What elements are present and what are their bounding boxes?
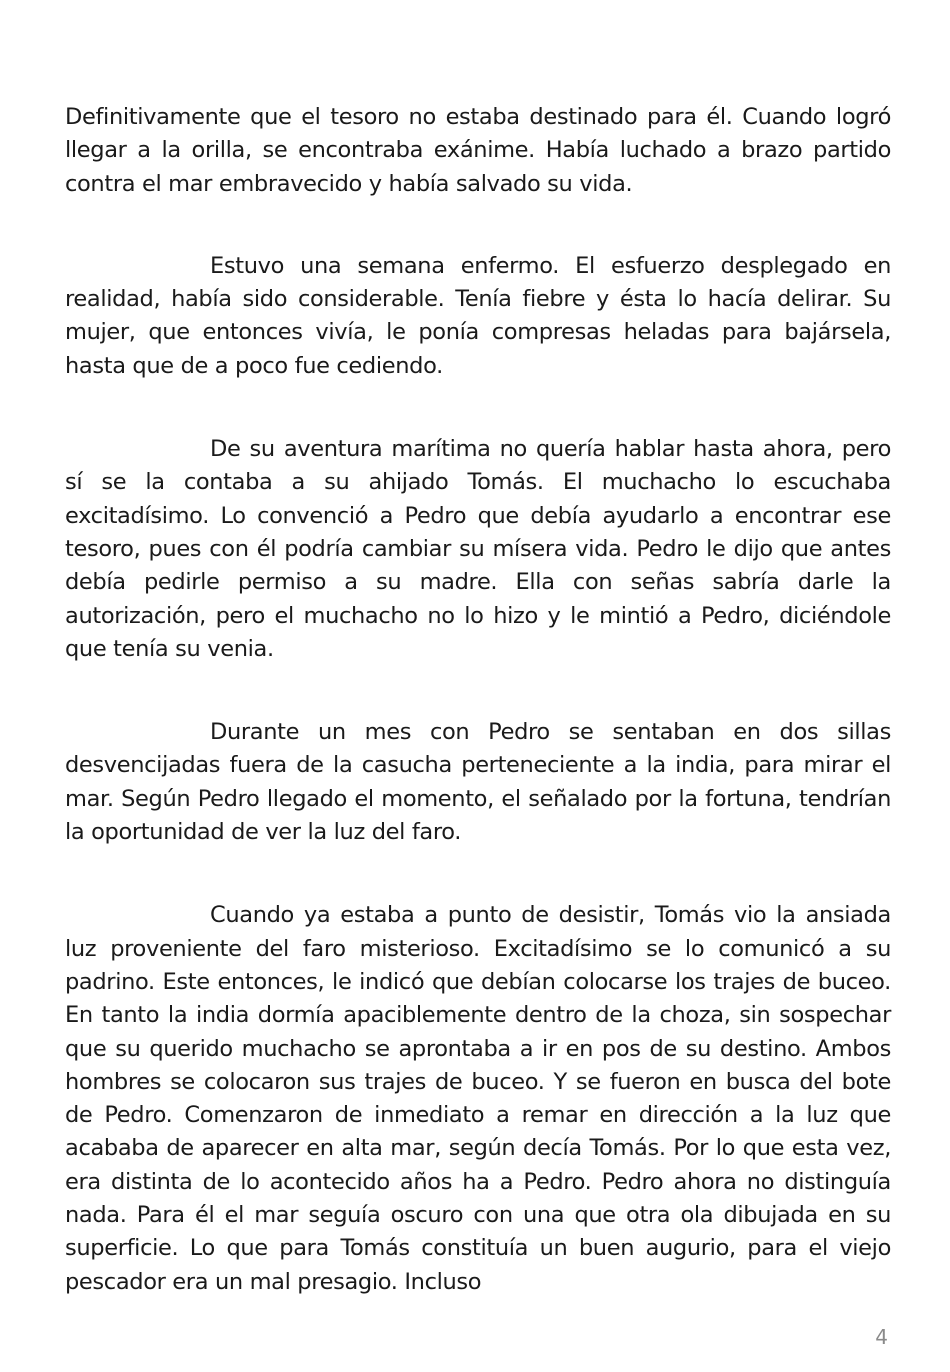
- paragraph-1: Definitivamente que el tesoro no estaba destinado para él. Cuando logró llegar a la orilla, se encontraba exánime. Había luchado a brazo partido contra el mar embravecido y había salvado su vida.: [65, 104, 891, 197]
- paragraph-4: Durante un mes con Pedro se sentaban en dos sillas desvencijadas fuera de la casucha perteneciente a la india, para mirar el mar. Según Pedro llegado el momento, el señalado por la fortuna, tendrían la oportunidad de ver la luz del faro.: [65, 719, 891, 846]
- paragraph-5: Cuando ya estaba a punto de desistir, Tomás vio la ansiada luz proveniente del faro misterioso. Excitadísimo se lo comunicó a su padrino. Este entonces, le indicó que debían colocarse los trajes de buceo. En tanto la india dormía apaciblemente dentro de la choza, sin sospechar que su querido muchacho se aprontaba a ir en pos de su destino. Ambos hombres se colocaron sus trajes de buceo. Y se fueron en busca del bote de Pedro. Comenzaron de inmediato a remar en dirección a la luz que acababa de aparecer en alta mar, según decía Tomás. Por lo que esta vez, era distinta de lo acontecido años ha a Pedro. Pedro ahora no distinguía nada. Para él el mar seguía oscuro con una que otra ola dibujada en su superficie. Lo que para Tomás constituía un buen augurio, para el viejo pescador era un mal presagio. Incluso: [65, 902, 891, 1295]
- paragraph-3: De su aventura marítima no quería hablar hasta ahora, pero sí se la contaba a su ahijado Tomás. El muchacho lo escuchaba excitadísimo. Lo convenció a Pedro que debía ayudarlo a encontrar ese tesoro, pues con él podría cambiar su mísera vida. Pedro le dijo que antes debía pedirle permiso a su madre. Ella con señas sabría darle la autorización, pero el muchacho no lo hizo y le mintió a Pedro, diciéndole que tenía su venia.: [65, 436, 891, 662]
- page-number: 4: [875, 1325, 888, 1349]
- document-body: [65, 101, 891, 1299]
- paragraph-2: Estuvo una semana enfermo. El esfuerzo desplegado en realidad, había sido considerable. Tenía fiebre y ésta lo hacía delirar. Su mujer, que entonces vivía, le ponía compresas heladas para bajársela, hasta que de a poco fue cediendo.: [65, 252, 891, 379]
